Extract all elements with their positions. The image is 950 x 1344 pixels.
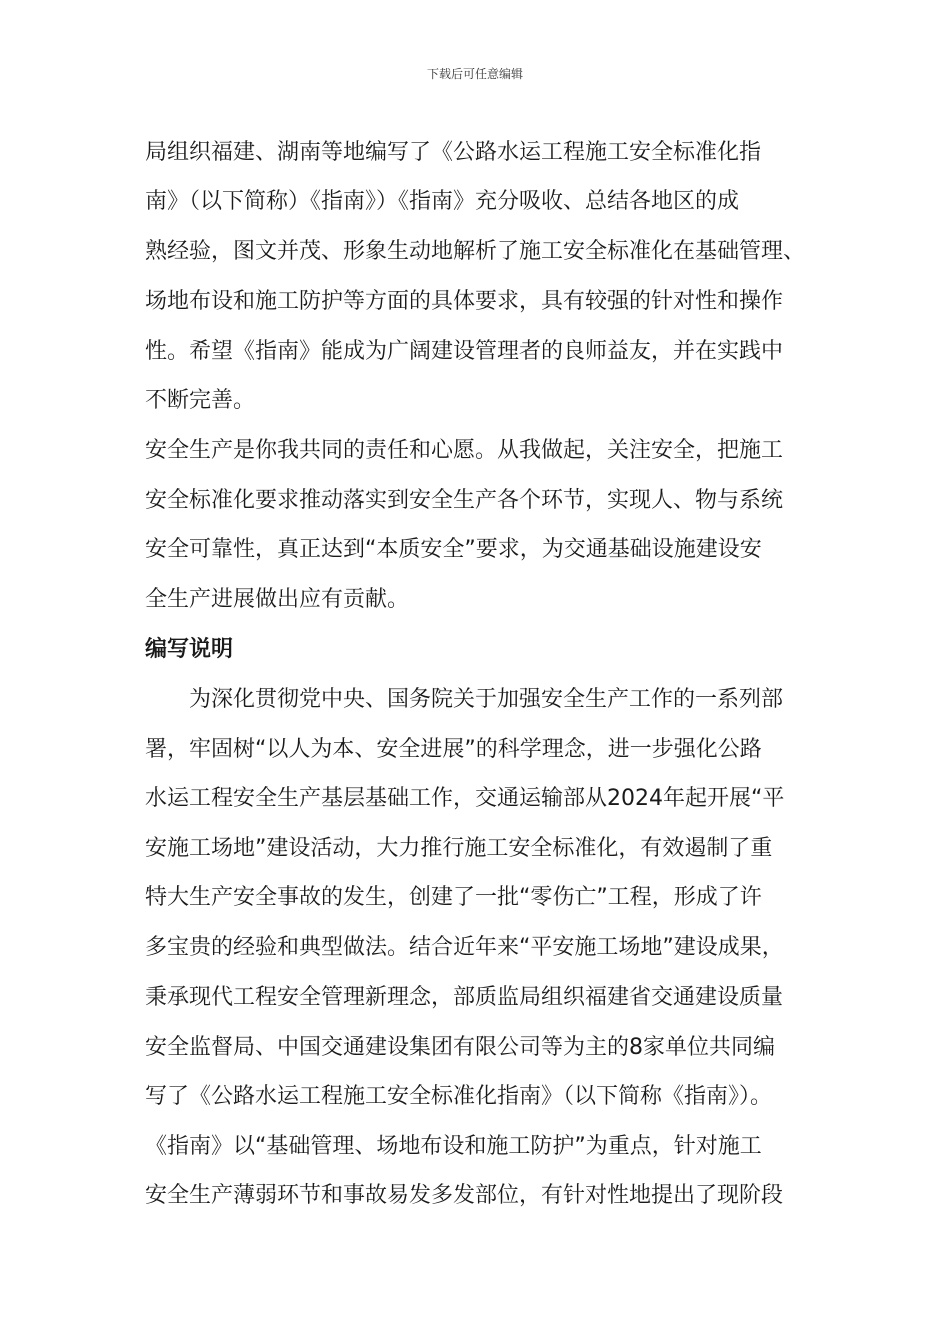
text-line: 水运工程安全生产基层基础工作，交通运输部从2024年起开展“平 [145,786,785,811]
text-line: 局组织福建、湖南等地编写了《公路水运工程施工安全标准化指 [145,140,762,165]
text-line: 安全监督局、中国交通建设集团有限公司等为主的8家单位共同编 [145,1035,775,1060]
page-header: 下载后可任意编辑 [426,67,523,81]
text-line: 性。希望《指南》能成为广阔建设管理者的良师益友，并在实践中 [145,339,784,364]
text-line: 安全生产是你我共同的责任和心愿。从我做起，关注安全，把施工 [145,438,784,463]
text-line: 全生产进展做出应有贡献。 [145,587,410,612]
text-line: 南》（以下简称）《指南》）《指南》充分吸收、总结各地区的成 [145,189,740,214]
section-heading: 编写说明 [145,637,234,662]
text-line: 署，牢固树“以人为本、安全进展”的科学理念，进一步强化公路 [145,737,762,762]
text-line: 写了《公路水运工程施工安全标准化指南》（以下简称《指南》）。 [145,1084,773,1109]
text-line: 安施工场地”建设活动，大力推行施工安全标准化，有效遏制了重 [145,836,773,861]
text-line: 安全可靠性，真正达到“本质安全”要求，为交通基础设施建设安 [145,537,762,562]
text-line: 安全标准化要求推动落实到安全生产各个环节，实现人、物与系统 [145,488,784,513]
text-line: 《指南》以“基础管理、场地布设和施工防护”为重点，针对施工 [145,1134,762,1159]
text-line: 多宝贵的经验和典型做法。结合近年来“平安施工场地”建设成果， [145,935,784,960]
text-line: 场地布设和施工防护等方面的具体要求，具有较强的针对性和操作 [145,289,784,314]
text-line: 熟经验，图文并茂、形象生动地解析了施工安全标准化在基础管理、 [145,239,806,264]
text-line: 不断完善。 [145,388,256,413]
text-line: 特大生产安全事故的发生，创建了一批“零伤亡”工程，形成了许 [145,885,762,910]
text-line: 为深化贯彻党中央、国务院关于加强安全生产工作的一系列部 [189,687,784,712]
text-line: 安全生产薄弱环节和事故易发多发部位，有针对性地提出了现阶段 [145,1183,784,1208]
text-line: 秉承现代工程安全管理新理念，部质监局组织福建省交通建设质量 [145,985,784,1010]
